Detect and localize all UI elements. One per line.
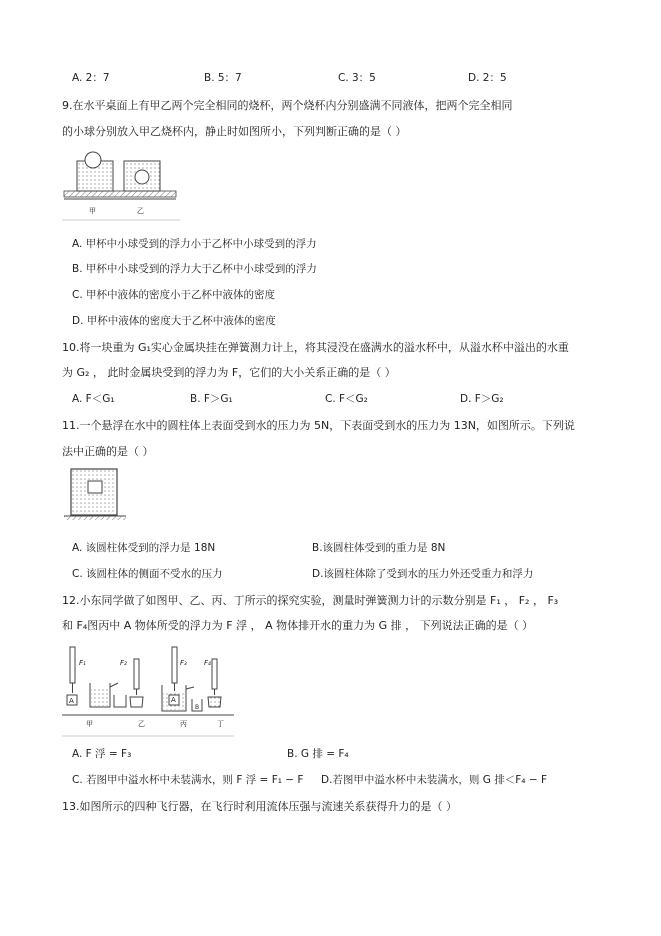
q9-stem-line2: 的小球分别放入甲乙烧杯内，静止时如图所小，下列判断正确的是（ ）	[62, 125, 407, 138]
q12-fig-label-yi: 乙	[138, 720, 145, 728]
q12-fig-force-f4: F₄	[204, 659, 211, 667]
q9-option-a: A. 甲杯中小球受到的浮力小于乙杯中小球受到的浮力	[72, 238, 317, 250]
q9-option-b: B. 甲杯中小球受到的浮力大于乙杯中小球受到的浮力	[72, 263, 317, 275]
q12-fig-force-f3: F₃	[180, 659, 187, 667]
q11-stem-line2: 法中正确的是（ ）	[62, 445, 154, 458]
q11-option-a: A. 该圆柱体受到的浮力是 18N	[72, 542, 216, 554]
q12-fig-block-a2: A	[171, 696, 176, 704]
q11-option-d: D.该圆柱体除了受到水的压力外还受重力和浮力	[312, 568, 534, 580]
q12-fig-force-f1: F₁	[79, 659, 86, 667]
q12-stem-line2: 和 F₄图丙中 A 物体所受的浮力为 F 浮 ， A 物体排开水的重力为 G 排 ， 下列说法正确的是（ ）	[62, 619, 534, 632]
q12-option-d: D.若图甲中溢水杯中未装满水，则 G 排＜F₄ − F	[321, 774, 547, 786]
q12-stem-line1: 12.小东同学做了如图甲、乙、丙、丁所示的探究实验，测量时弹簧测力计的示数分别是 F₁ ， F₂ ， F₃	[62, 594, 559, 607]
q9-fig-label-yi: 乙	[137, 207, 144, 215]
q10-option-d: D. F＞G₂	[460, 393, 504, 405]
q10-stem-line2: 为 G₂ ， 此时金属块受到的浮力为 F，它们的大小关系正确的是（ ）	[62, 366, 396, 379]
q10-option-a: A. F＜G₁	[72, 393, 115, 405]
q9-option-c: C. 甲杯中液体的密度小于乙杯中液体的密度	[72, 289, 276, 301]
q9-option-d: D. 甲杯中液体的密度大于乙杯中液体的密度	[72, 315, 276, 327]
q12-fig-block-b: B	[195, 704, 200, 711]
q12-fig-label-ding: 丁	[217, 720, 224, 728]
q8-option-b: B. 5：7	[204, 72, 242, 84]
q12-fig-label-bing: 丙	[180, 720, 187, 728]
q8-option-d: D. 2：5	[468, 72, 507, 84]
q11-stem-line1: 11.一个悬浮在水中的圆柱体上表面受到水的压力为 5N，下表面受到水的压力为 13N，如图所示。下列说	[62, 419, 575, 432]
q11-option-c: C. 该圆柱体的侧面不受水的压力	[72, 568, 223, 580]
q11-figure	[64, 466, 126, 524]
q12-option-b: B. G 排 = F₄	[287, 748, 349, 760]
q10-stem-line1: 10.将一块重为 G₁实心金属块挂在弹簧测力计上，将其浸没在盛满水的溢水杯中，从溢水杯中溢出的水重	[62, 341, 569, 354]
q12-fig-force-f2: F₂	[120, 659, 127, 667]
q8-option-a: A. 2：7	[72, 72, 110, 84]
q12-option-c: C. 若图甲中溢水杯中未装满水，则 F 浮 = F₁ − F	[72, 774, 304, 786]
q8-option-c: C. 3：5	[338, 72, 376, 84]
q11-option-b: B.该圆柱体受到的重力是 8N	[312, 542, 446, 554]
q9-stem-line1: 9.在水平桌面上有甲乙两个完全相同的烧杯，两个烧杯内分别盛满不同液体，把两个完全相同	[62, 99, 513, 112]
q9-fig-label-jia: 甲	[89, 207, 96, 215]
q12-fig-block-a1: A	[69, 697, 74, 705]
q10-option-c: C. F＜G₂	[325, 393, 368, 405]
q13-stem-line1: 13.如图所示的四种飞行器，在飞行时利用流体压强与流速关系获得升力的是（ ）	[62, 800, 457, 813]
q10-option-b: B. F＞G₁	[190, 393, 233, 405]
q9-figure	[62, 147, 180, 221]
q12-option-a: A. F 浮 = F₃	[72, 748, 132, 760]
q12-fig-label-jia: 甲	[86, 720, 93, 728]
